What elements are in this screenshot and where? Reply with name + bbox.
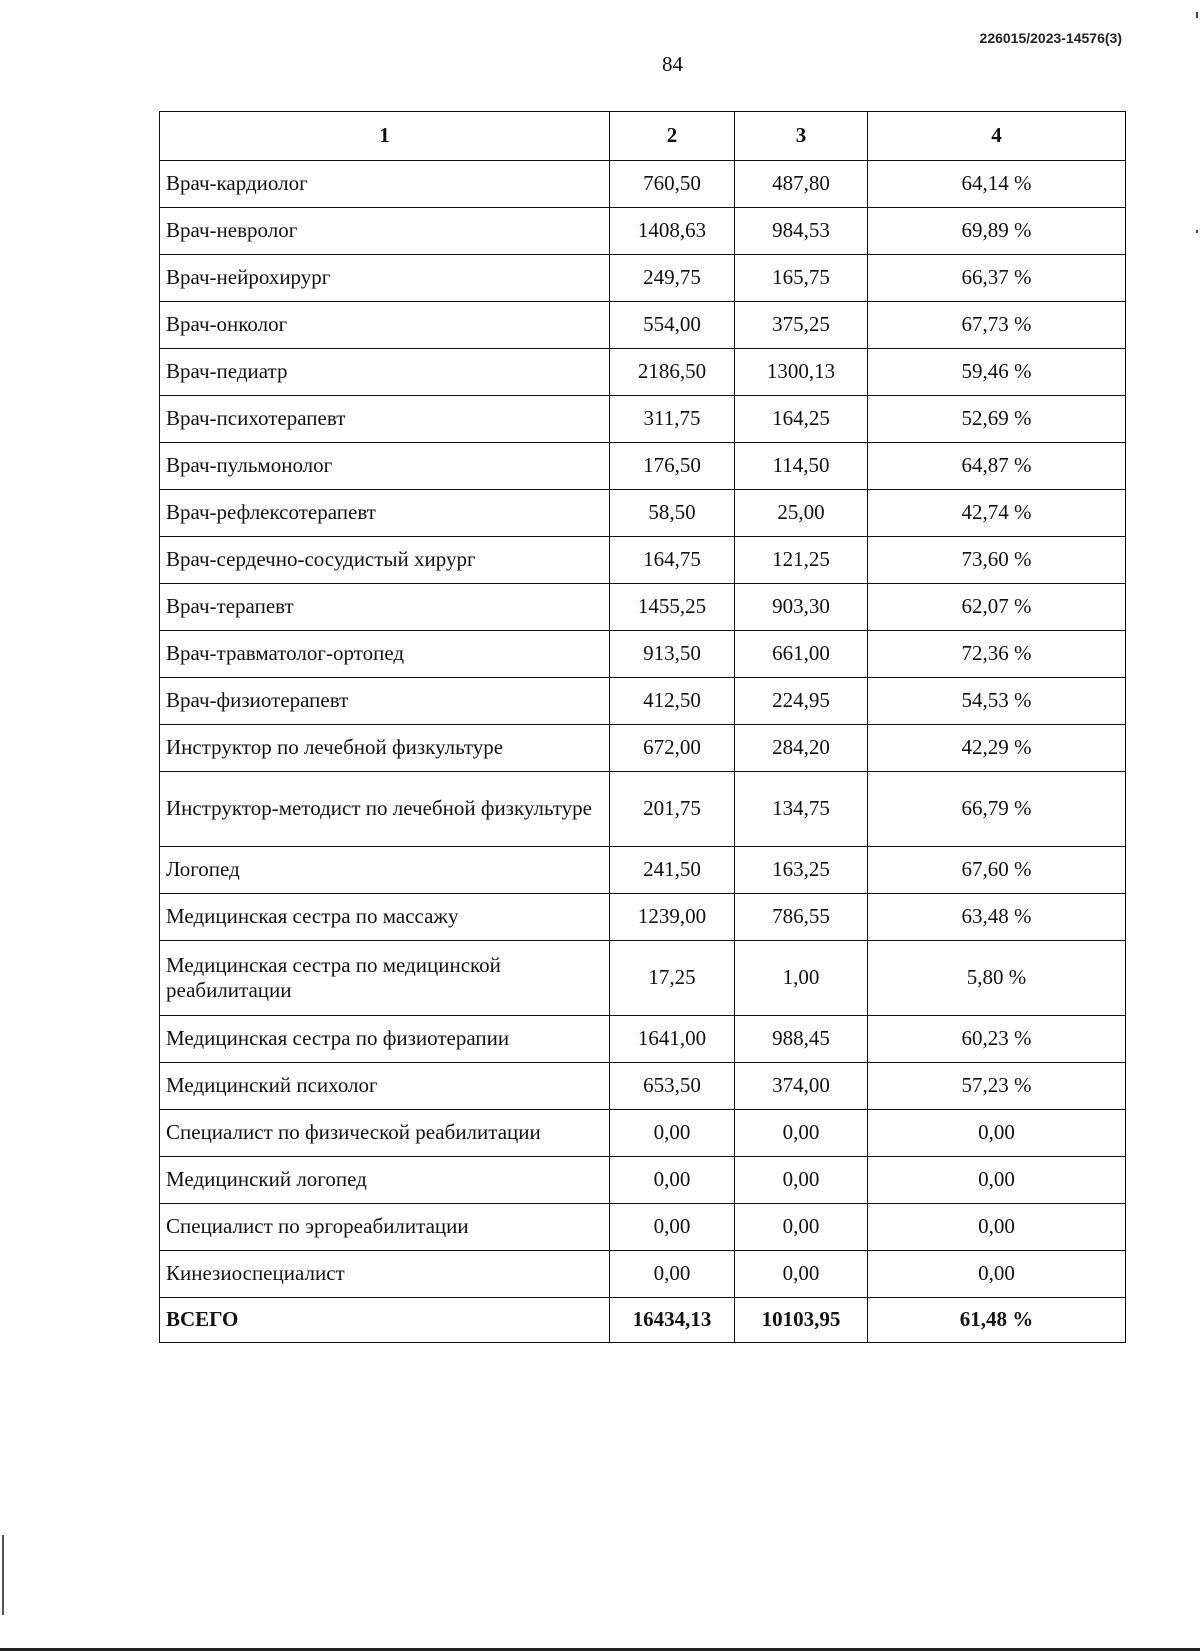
row-col-2-cell: 201,75 <box>610 772 735 847</box>
table-row <box>160 678 1126 725</box>
row-col-4-cell: 42,74 % <box>868 490 1126 537</box>
total-label: ВСЕГО <box>160 1298 610 1343</box>
column-header-1: 1 <box>160 112 610 161</box>
row-col-2-cell: 412,50 <box>610 678 735 725</box>
table-row <box>160 349 1126 396</box>
column-header-2: 2 <box>610 112 735 161</box>
row-col-3-cell: 0,00 <box>735 1157 868 1204</box>
row-col-4-cell: 63,48 % <box>868 894 1126 941</box>
table-row <box>160 941 1126 1016</box>
row-name-cell: Врач-нейрохирург <box>160 255 610 302</box>
row-col-4-cell: 42,29 % <box>868 725 1126 772</box>
row-name-cell: Врач-рефлексотерапевт <box>160 490 610 537</box>
row-col-3-cell: 0,00 <box>735 1204 868 1251</box>
table-row <box>160 772 1126 847</box>
row-col-2-cell: 2186,50 <box>610 349 735 396</box>
row-col-2-cell: 241,50 <box>610 847 735 894</box>
row-col-4-cell: 0,00 <box>868 1251 1126 1298</box>
row-name-cell: Врач-терапевт <box>160 584 610 631</box>
row-col-2-cell: 0,00 <box>610 1110 735 1157</box>
row-col-4-cell: 73,60 % <box>868 537 1126 584</box>
row-name-cell: Врач-психотерапевт <box>160 396 610 443</box>
row-col-4-cell: 60,23 % <box>868 1016 1126 1063</box>
row-col-3-cell: 903,30 <box>735 584 868 631</box>
row-name-cell: Специалист по эргореабилитации <box>160 1204 610 1251</box>
row-name-cell: Врач-невролог <box>160 208 610 255</box>
row-name-cell: Кинезиоспециалист <box>160 1251 610 1298</box>
row-col-4-cell: 64,87 % <box>868 443 1126 490</box>
row-col-3-cell: 786,55 <box>735 894 868 941</box>
row-col-2-cell: 653,50 <box>610 1063 735 1110</box>
row-col-4-cell: 5,80 % <box>868 941 1126 1016</box>
document-id: 226015/2023-14576(3) <box>979 30 1122 46</box>
row-col-3-cell: 224,95 <box>735 678 868 725</box>
row-col-3-cell: 121,25 <box>735 537 868 584</box>
row-col-3-cell: 661,00 <box>735 631 868 678</box>
table-body <box>160 161 1126 1298</box>
row-col-4-cell: 67,73 % <box>868 302 1126 349</box>
row-col-3-cell: 487,80 <box>735 161 868 208</box>
row-col-2-cell: 913,50 <box>610 631 735 678</box>
row-name-cell: Специалист по физической реабилитации <box>160 1110 610 1157</box>
row-col-2-cell: 1408,63 <box>610 208 735 255</box>
table-row <box>160 255 1126 302</box>
row-col-3-cell: 374,00 <box>735 1063 868 1110</box>
row-col-4-cell: 66,79 % <box>868 772 1126 847</box>
table-row <box>160 894 1126 941</box>
row-col-2-cell: 17,25 <box>610 941 735 1016</box>
row-col-3-cell: 165,75 <box>735 255 868 302</box>
row-col-2-cell: 760,50 <box>610 161 735 208</box>
row-name-cell: Врач-онколог <box>160 302 610 349</box>
row-col-4-cell: 64,14 % <box>868 161 1126 208</box>
table-total-row <box>160 1298 1126 1343</box>
row-name-cell: Врач-педиатр <box>160 349 610 396</box>
row-col-2-cell: 672,00 <box>610 725 735 772</box>
table-row <box>160 584 1126 631</box>
scan-artifact <box>2 1535 4 1615</box>
table-row <box>160 302 1126 349</box>
table-row <box>160 1251 1126 1298</box>
table-header-row <box>160 112 1126 161</box>
page-number: 84 <box>662 52 683 76</box>
row-col-4-cell: 59,46 % <box>868 349 1126 396</box>
total-col-2: 16434,13 <box>610 1298 735 1343</box>
row-col-4-cell: 0,00 <box>868 1110 1126 1157</box>
row-name-cell: Медицинская сестра по физиотерапии <box>160 1016 610 1063</box>
row-col-4-cell: 66,37 % <box>868 255 1126 302</box>
row-name-cell: Врач-физиотерапевт <box>160 678 610 725</box>
staffing-table-container <box>159 111 1125 1343</box>
row-col-4-cell: 57,23 % <box>868 1063 1126 1110</box>
scan-artifact <box>1196 230 1198 233</box>
row-name-cell: Инструктор по лечебной физкультуре <box>160 725 610 772</box>
row-name-cell: Медицинская сестра по медицинской реабилитации <box>160 941 610 1016</box>
row-col-4-cell: 72,36 % <box>868 631 1126 678</box>
row-name-cell: Медицинский психолог <box>160 1063 610 1110</box>
row-name-cell: Врач-пульмонолог <box>160 443 610 490</box>
row-col-2-cell: 164,75 <box>610 537 735 584</box>
row-col-3-cell: 114,50 <box>735 443 868 490</box>
row-col-3-cell: 375,25 <box>735 302 868 349</box>
row-col-2-cell: 1641,00 <box>610 1016 735 1063</box>
table-row <box>160 443 1126 490</box>
row-col-2-cell: 1455,25 <box>610 584 735 631</box>
row-col-3-cell: 1300,13 <box>735 349 868 396</box>
row-name-cell: Инструктор-методист по лечебной физкультуре <box>160 772 610 847</box>
table-row <box>160 1204 1126 1251</box>
row-col-4-cell: 67,60 % <box>868 847 1126 894</box>
row-col-3-cell: 988,45 <box>735 1016 868 1063</box>
row-name-cell: Медицинская сестра по массажу <box>160 894 610 941</box>
row-col-2-cell: 1239,00 <box>610 894 735 941</box>
row-col-2-cell: 0,00 <box>610 1251 735 1298</box>
row-name-cell: Врач-сердечно-сосудистый хирург <box>160 537 610 584</box>
table-row <box>160 490 1126 537</box>
row-col-3-cell: 284,20 <box>735 725 868 772</box>
row-col-4-cell: 69,89 % <box>868 208 1126 255</box>
row-name-cell: Врач-травматолог-ортопед <box>160 631 610 678</box>
table-row <box>160 208 1126 255</box>
table-row <box>160 631 1126 678</box>
column-header-3: 3 <box>735 112 868 161</box>
row-col-3-cell: 1,00 <box>735 941 868 1016</box>
total-col-3: 10103,95 <box>735 1298 868 1343</box>
row-col-4-cell: 62,07 % <box>868 584 1126 631</box>
row-col-3-cell: 134,75 <box>735 772 868 847</box>
total-col-4: 61,48 % <box>868 1298 1126 1343</box>
row-col-2-cell: 0,00 <box>610 1157 735 1204</box>
table-row <box>160 161 1126 208</box>
row-col-4-cell: 54,53 % <box>868 678 1126 725</box>
table-row <box>160 396 1126 443</box>
row-col-4-cell: 52,69 % <box>868 396 1126 443</box>
table-row <box>160 1110 1126 1157</box>
row-name-cell: Логопед <box>160 847 610 894</box>
staffing-table <box>159 111 1126 1343</box>
table-row <box>160 537 1126 584</box>
row-col-3-cell: 984,53 <box>735 208 868 255</box>
table-row <box>160 1157 1126 1204</box>
row-col-3-cell: 164,25 <box>735 396 868 443</box>
column-header-4: 4 <box>868 112 1126 161</box>
scan-artifact <box>1196 12 1198 18</box>
row-name-cell: Врач-кардиолог <box>160 161 610 208</box>
row-col-2-cell: 311,75 <box>610 396 735 443</box>
row-col-2-cell: 0,00 <box>610 1204 735 1251</box>
row-col-3-cell: 0,00 <box>735 1110 868 1157</box>
row-col-2-cell: 176,50 <box>610 443 735 490</box>
row-col-4-cell: 0,00 <box>868 1157 1126 1204</box>
row-col-3-cell: 25,00 <box>735 490 868 537</box>
table-row <box>160 1063 1126 1110</box>
table-row <box>160 847 1126 894</box>
table-row <box>160 1016 1126 1063</box>
row-col-2-cell: 554,00 <box>610 302 735 349</box>
table-row <box>160 725 1126 772</box>
row-col-4-cell: 0,00 <box>868 1204 1126 1251</box>
row-col-3-cell: 0,00 <box>735 1251 868 1298</box>
row-name-cell: Медицинский логопед <box>160 1157 610 1204</box>
row-col-2-cell: 249,75 <box>610 255 735 302</box>
row-col-2-cell: 58,50 <box>610 490 735 537</box>
row-col-3-cell: 163,25 <box>735 847 868 894</box>
